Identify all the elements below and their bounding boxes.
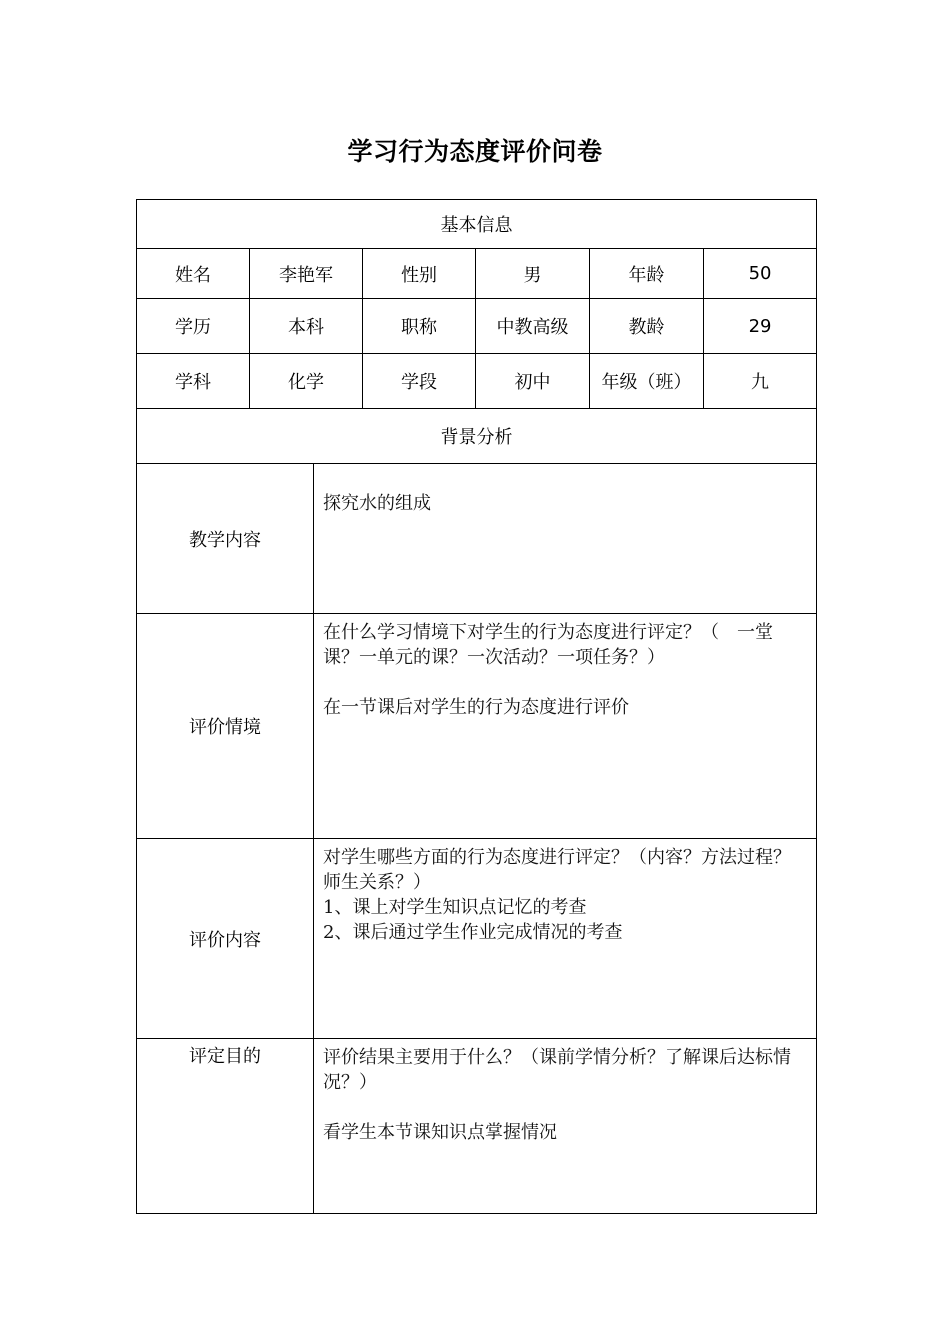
eval-purpose-label: 评定目的 <box>137 1039 314 1214</box>
info-value: 男 <box>476 249 590 299</box>
eval-context-value <box>314 614 817 839</box>
info-label: 学历 <box>137 299 250 354</box>
eval-purpose-question: 评价结果主要用于什么？（课前学情分析？了解课后达标情况？） <box>323 1047 791 1093</box>
info-value: 化学 <box>250 354 363 409</box>
eval-content-answer: 1、课上对学生知识点记忆的考查 <box>323 897 587 918</box>
info-row <box>137 249 817 299</box>
eval-content-label: 评价内容 <box>137 839 314 1039</box>
teaching-content-row <box>137 464 817 614</box>
info-label: 年级（班） <box>590 354 704 409</box>
teaching-content-value <box>314 464 817 614</box>
info-label: 年龄 <box>590 249 704 299</box>
info-label: 职称 <box>363 299 476 354</box>
eval-content-value <box>314 839 817 1039</box>
info-label: 性别 <box>363 249 476 299</box>
info-value: 九 <box>704 354 817 409</box>
eval-content-row <box>137 839 817 1039</box>
teaching-content-text: 探究水的组成 <box>323 493 431 514</box>
info-label: 姓名 <box>137 249 250 299</box>
info-row <box>137 354 817 409</box>
eval-purpose-answer: 看学生本节课知识点掌握情况 <box>323 1122 557 1143</box>
info-value: 本科 <box>250 299 363 354</box>
page-title: 学习行为态度评价问卷 <box>347 137 603 166</box>
info-row <box>137 299 817 354</box>
background-header: 背景分析 <box>137 409 817 464</box>
info-label: 学段 <box>363 354 476 409</box>
info-value: 29 <box>704 299 817 354</box>
info-value: 中教高级 <box>476 299 590 354</box>
eval-context-row <box>137 614 817 839</box>
eval-context-label: 评价情境 <box>137 614 314 839</box>
basic-info-header: 基本信息 <box>137 200 817 249</box>
info-value: 李艳军 <box>250 249 363 299</box>
eval-content-answer: 2、课后通过学生作业完成情况的考查 <box>323 922 623 943</box>
eval-context-answer: 在一节课后对学生的行为态度进行评价 <box>323 697 629 718</box>
info-value: 初中 <box>476 354 590 409</box>
eval-purpose-row <box>137 1039 817 1214</box>
eval-context-question: 在什么学习情境下对学生的行为态度进行评定？（ 一堂课？一单元的课？一次活动？一项任务？） <box>323 622 773 668</box>
info-value: 50 <box>704 249 817 299</box>
info-label: 教龄 <box>590 299 704 354</box>
teaching-content-label: 教学内容 <box>137 464 314 614</box>
info-label: 学科 <box>137 354 250 409</box>
eval-purpose-value <box>314 1039 817 1214</box>
eval-content-question: 对学生哪些方面的行为态度进行评定？（内容？方法过程？师生关系？） <box>323 847 791 893</box>
questionnaire-table <box>136 199 817 1214</box>
